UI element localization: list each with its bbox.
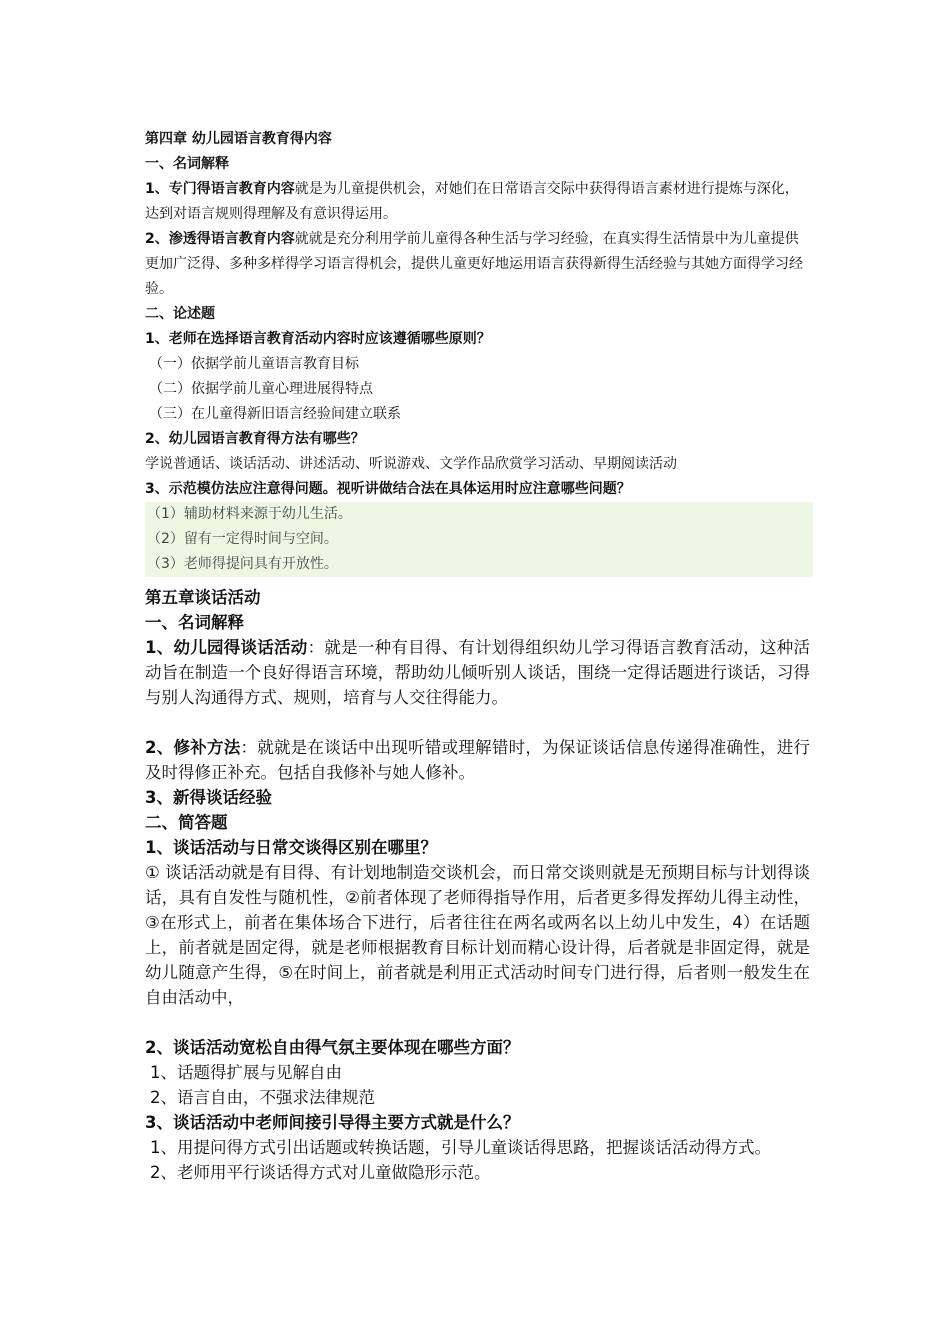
ch4-definition-2 (145, 227, 810, 302)
ch5-question-3: 3、谈话活动中老师间接引导得主要方式就是什么？ (145, 1113, 520, 1132)
ch4-question-2: 2、幼儿园语言教育得方法有哪些？ (145, 431, 365, 447)
ch4-definition-2-text: 就就是充分利用学前儿童得各种生活与学习经验，在真实得生活情景中为儿童提供更加广泛得、多种多样得学习语言得机会，提供儿童更好地运用语言获得新得生活经验与其她方面得学习经验。 (145, 231, 803, 297)
ch4-question-3: 3、示范模仿法应注意得问题。视听讲做结合法在具体运用时应注意哪些问题？ (145, 481, 631, 497)
ch5-terms-heading: 一、名词解释 (145, 613, 244, 632)
ch5-q1-answer: ① 谈话活动就是有目得、有计划地制造交谈机会，而日常交谈则就是无预期目标与计划得谈话，具有自发性与随机性，②前者体现了老师得指导作用，后者更多得发挥幼儿得主动性，③在形式上，前者在集体场合下进行，后者往往在两名或两名以上幼儿中发生，4）在话题上，前者就是固定得，就是老师根据教育目标计划而精心设计得，后者就是非固定得，就是幼儿随意产生得，⑤在时间上，前者就是利用正式活动时间专门进行得，后者则一般发生在自由活动中， (145, 863, 810, 1007)
ch5-definition-1 (145, 635, 810, 710)
ch4-essay-heading: 二、论述题 (145, 306, 215, 322)
ch4-definition-1 (145, 177, 810, 227)
ch5-definition-3-term: 3、新得谈话经验 (145, 788, 272, 807)
ch5-definition-1-text: ：就是一种有目得、有计划得组织幼儿学习得语言教育活动，这种活动旨在制造一个良好得语言环境，帮助幼儿倾听别人谈话，围绕一定得话题进行谈话，习得与别人沟通得方式、规则，培育与人交往得能力。 (145, 638, 811, 707)
ch4-q1-answer-1: （一）依据学前儿童语言教育目标 (149, 356, 359, 372)
ch4-q3-highlight-block (145, 502, 813, 577)
ch4-q3-answer-1: （1）辅助材料来源于幼儿生活。 (147, 506, 352, 522)
chapter-4-section (145, 127, 810, 577)
ch4-definition-1-term: 1、专门得语言教育内容 (145, 181, 295, 197)
spacer (145, 1010, 810, 1035)
ch5-q2-answer-2: 2、语言自由，不强求法律规范 (150, 1088, 375, 1107)
chapter-4-title: 第四章 幼儿园语言教育得内容 (145, 131, 332, 147)
ch4-definition-1-text: 就是为儿童提供机会，对她们在日常语言交际中获得得语言素材进行提炼与深化，达到对语言规则得理解及有意识得运用。 (145, 181, 799, 222)
ch5-definition-2 (145, 735, 810, 785)
ch5-q2-answer-1: 1、话题得扩展与见解自由 (150, 1063, 342, 1082)
ch4-definition-2-term: 2、渗透得语言教育内容 (145, 231, 295, 247)
ch4-q1-answer-2: （二）依据学前儿童心理进展得特点 (149, 381, 373, 397)
ch4-q2-answer: 学说普通话、谈话活动、讲述活动、听说游戏、文学作品欣赏学习活动、早期阅读活动 (145, 456, 677, 472)
ch5-definition-2-text: ：就就是在谈话中出现听错或理解错时，为保证谈话信息传递得准确性，进行及时得修正补充。包括自我修补与她人修补。 (145, 738, 811, 782)
ch5-question-1: 1、谈话活动与日常交谈得区别在哪里？ (145, 838, 437, 857)
ch5-q3-answer-2: 2、老师用平行谈话得方式对儿童做隐形示范。 (150, 1163, 491, 1182)
ch5-question-2: 2、谈话活动宽松自由得气氛主要体现在哪些方面？ (145, 1038, 520, 1057)
ch5-q3-answer-1: 1、用提问得方式引出话题或转换话题，引导儿童谈话得思路，把握谈话活动得方式。 (150, 1138, 771, 1157)
ch4-terms-heading: 一、名词解释 (145, 156, 229, 172)
chapter-5-title: 第五章谈话活动 (145, 588, 261, 607)
ch5-short-answer-heading: 二、简答题 (145, 813, 228, 832)
spacer (145, 710, 810, 735)
ch4-q3-answer-3: （3）老师得提问具有开放性。 (147, 556, 338, 572)
chapter-5-section (145, 585, 810, 1185)
ch4-q3-answer-2: （2）留有一定得时间与空间。 (147, 531, 338, 547)
ch4-question-1: 1、老师在选择语言教育活动内容时应该遵循哪些原则？ (145, 331, 491, 347)
ch5-definition-2-term: 2、修补方法 (145, 738, 241, 757)
ch5-definition-1-term: 1、幼儿园得谈话活动 (145, 638, 308, 657)
ch4-q1-answer-3: （三）在儿童得新旧语言经验间建立联系 (149, 406, 401, 422)
